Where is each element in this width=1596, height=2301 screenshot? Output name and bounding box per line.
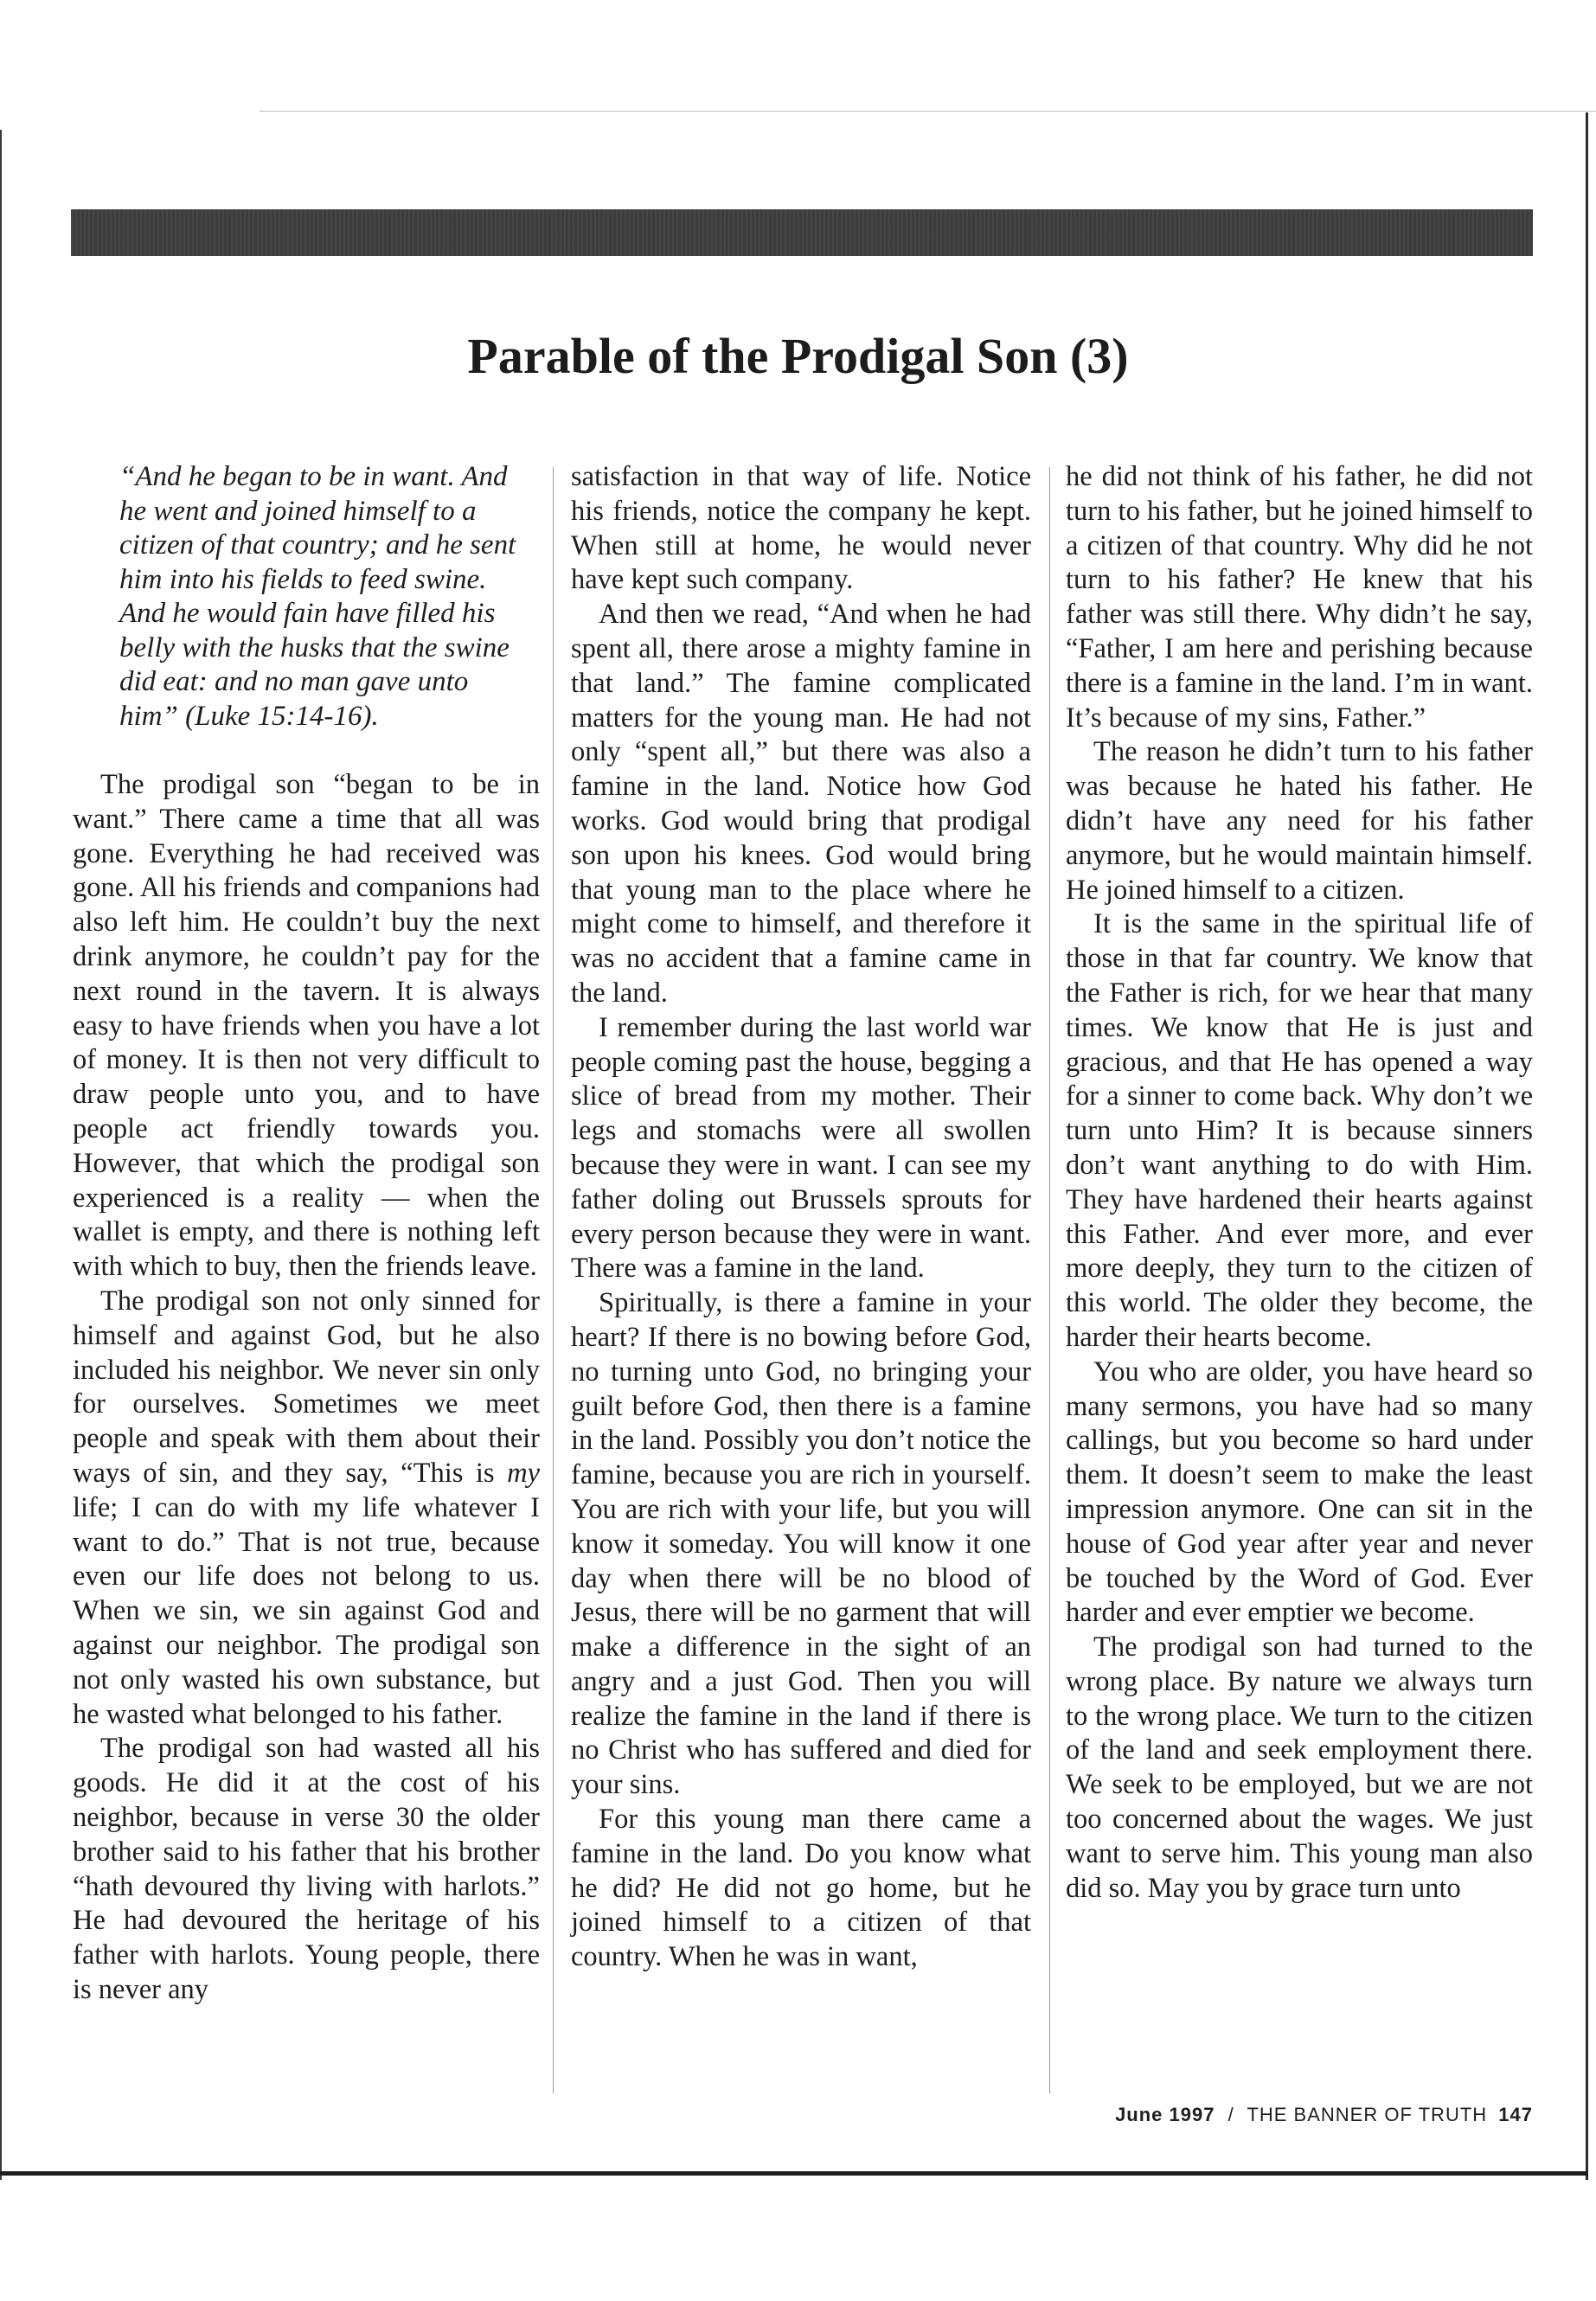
- paragraph: The prodigal son not only sinned for himself and against God, but he also included his neighbor. We never sin only for ourselves. Sometimes we meet people and speak with them about their ways of sin, and they say, “This is my life; I can do with my life whatever I want to do.” That is not true, because even our life does not belong to us. When we sin, we sin against God and against our neighbor. The prodigal son not only wasted his own substance, but he wasted what belonged to his father.: [73, 1285, 540, 1730]
- bottom-rule: [0, 2171, 1588, 2176]
- paragraph: The prodigal son “began to be in want.” There came a time that all was gone. Everything he had received was gone. All his friends and companions had also left him. He couldn’t buy the next drink anymore, he couldn’t pay for the next round in the tavern. It is always easy to have friends when you have a lot of money. It is then not very difficult to draw people unto you, and to have people act friendly towards you. However, that which the prodigal son experienced is a reality — when the wallet is empty, and there is nothing left with which to buy, then the friends leave.: [73, 769, 540, 1283]
- paragraph: It is the same in the spiritual life of those in that far country. We know that the Father is rich, for we hear that many times. We know that He is just and gracious, and that He has opened a way for a sinner to come back. Why don’t we turn unto Him? It is because sinners don’t want anything to do with Him. They have hardened their hearts against this Father. And ever more, and ever more deeply, they turn to the citizen of this world. The older they become, the harder their hearts become.: [1066, 908, 1533, 1353]
- paragraph: satisfaction in that way of life. Notice his friends, notice the company he kept. When still at home, he would never have kept such company.: [571, 461, 1031, 596]
- footer-date: June 1997: [1115, 2104, 1215, 2125]
- column-1: [73, 460, 540, 2008]
- footer-separator: /: [1227, 2104, 1234, 2125]
- paragraph: The prodigal son had turned to the wrong place. By nature we always turn to the wrong place. We turn to the citizen of the land and seek employment there. We seek to be employed, but we are not too concerned about the wages. We just want to serve him. This young man also did so. May you by grace turn unto: [1066, 1631, 1533, 1904]
- page-footer: [1066, 2104, 1533, 2126]
- footer-publication: THE BANNER OF TRUTH: [1247, 2104, 1488, 2125]
- paragraph: And then we read, “And when he had spent all, there arose a mighty famine in that land.” The famine complicated matters for the young man. He had not only “spent all,” but there was also a famine in the land. Notice how God works. God would bring that prodigal son upon his knees. God would bring that young man to the place where he might come to himself, and therefore it was no accident that a famine came in the land.: [571, 599, 1031, 1009]
- column-2: [571, 460, 1031, 1975]
- paragraph: For this young man there came a famine in the land. Do you know what he did? He did not go home, but he joined himself to a citizen of that country. When he was in want,: [571, 1804, 1031, 1973]
- column-divider: [553, 467, 554, 2093]
- paragraph: The reason he didn’t turn to his father was because he hated his father. He didn’t have any need for his father anymore, but he would maintain himself. He joined himself to a citizen.: [1066, 736, 1533, 906]
- paragraph: he did not think of his father, he did not turn to his father, but he joined himself to a citizen of that country. Why did he not turn to his father? He knew that his father was still there. Why didn’t he say, “Father, I am here and perishing because there is a famine in the land. I’m in want. It’s because of my sins, Father.”: [1066, 461, 1533, 734]
- article-title: Parable of the Prodigal Son (3): [467, 328, 1129, 384]
- footer-page-number: 147: [1498, 2104, 1533, 2125]
- column-3: [1066, 460, 1533, 1906]
- paragraph: The prodigal son had wasted all his goods. He did it at the cost of his neighbor, because in verse 30 the older brother said to his father that his brother “hath devoured thy living with harlots.” He had devoured the heritage of his father with harlots. Young people, there is never any: [73, 1733, 540, 2005]
- header-band: [71, 209, 1533, 256]
- column-divider: [1049, 467, 1050, 2093]
- epigraph-quote: “And he began to be in want. And he went and joined himself to a citizen of that country; and he sent him into his fields to feed swine. And he would fain have filled his belly with the husks that the swine did eat: and no man gave unto him” (Luke 15:14-16).: [119, 461, 516, 732]
- paragraph: Spiritually, is there a famine in your heart? If there is no bowing before God, no turning unto God, no bringing your guilt before God, then there is a famine in the land. Possibly you don’t notice the famine, because you are rich in yourself. You are rich with your life, but you will know it someday. You will know it one day when there will be no blood of Jesus, there will be no garment that will make a difference in the sight of an angry and a just God. Then you will realize the famine in the land if there is no Christ who has suffered and died for your sins.: [571, 1287, 1031, 1801]
- top-rule: [260, 111, 1596, 112]
- left-page-edge: [0, 130, 2, 2180]
- emphasis-word: my: [507, 1457, 540, 1489]
- paragraph: You who are older, you have heard so many sermons, you have had so many callings, but you become so hard under them. It doesn’t seem to make the least impression anymore. One can sit in the house of God year after year and never be touched by the Word of God. Ever harder and ever emptier we become.: [1066, 1356, 1533, 1629]
- right-page-edge: [1586, 112, 1588, 2180]
- paragraph: I remember during the last world war people coming past the house, begging a slice of bread from my mother. Their legs and stomachs were all swollen because they were in want. I can see my father doling out Brussels sprouts for every person because they were in want. There was a famine in the land.: [571, 1011, 1031, 1285]
